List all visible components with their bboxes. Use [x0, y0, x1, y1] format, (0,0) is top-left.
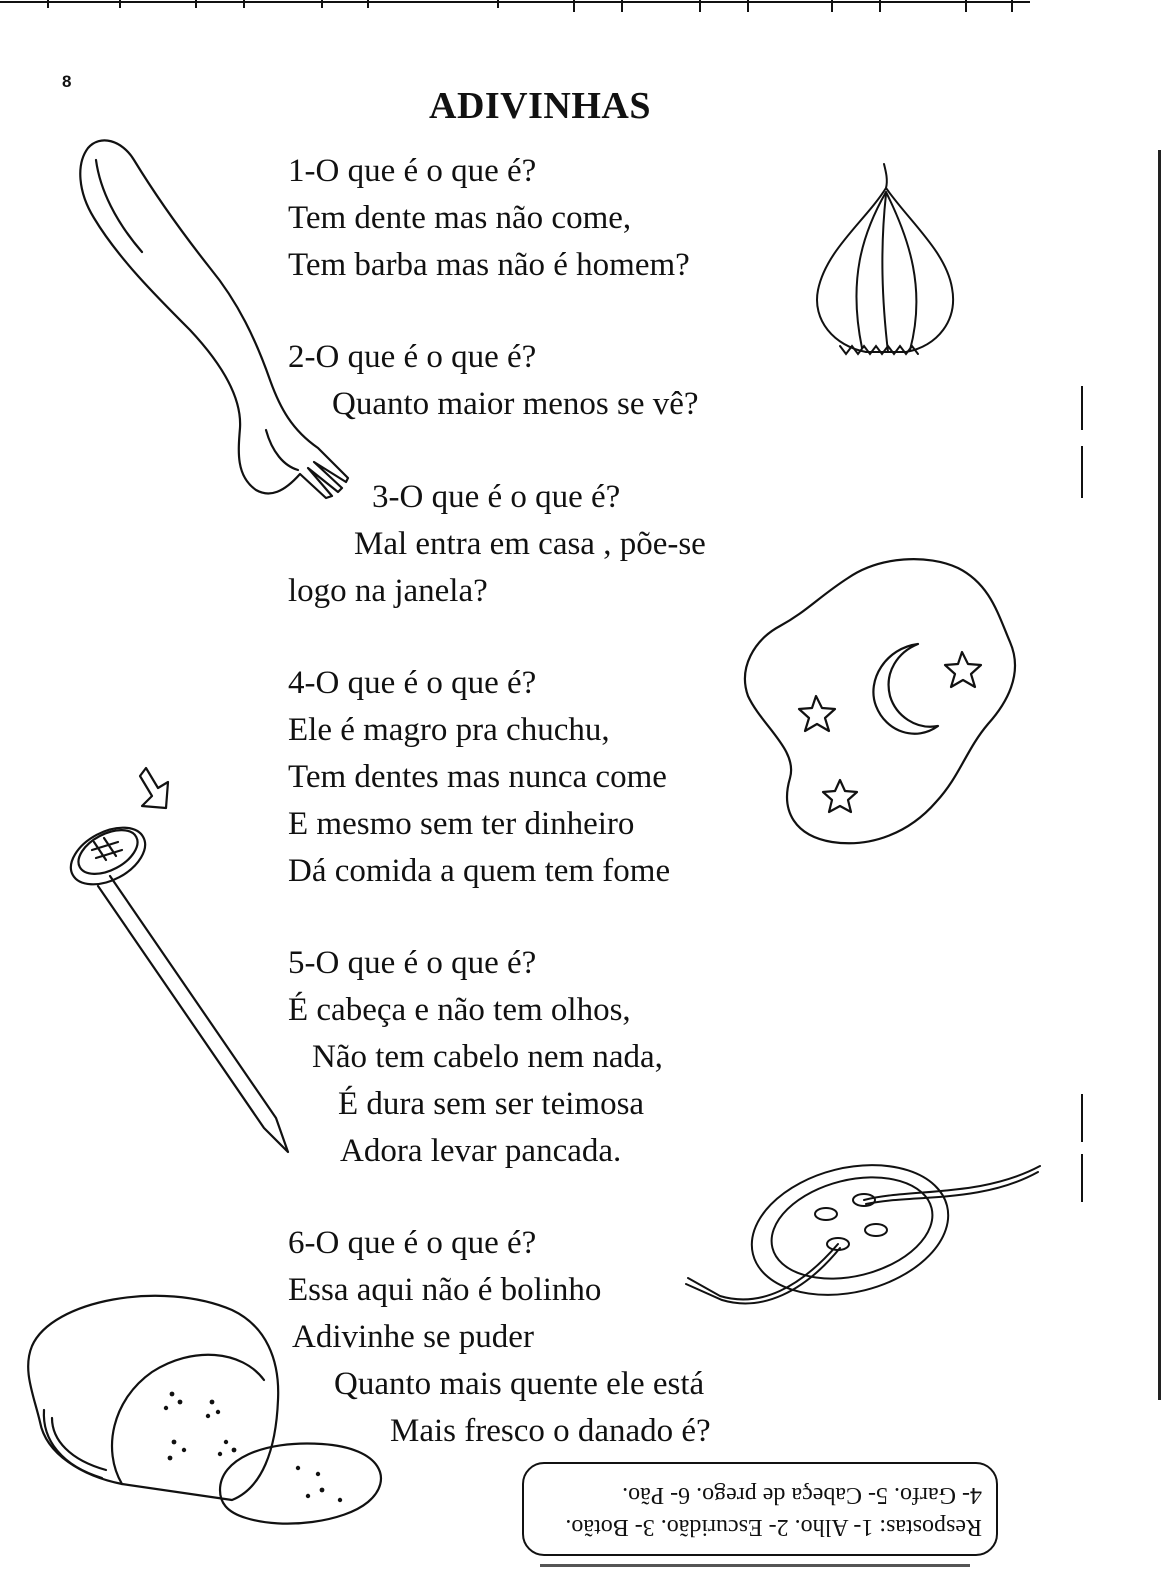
fork-illustration [60, 130, 360, 510]
answers-line-2: 4- Garfo. 5- Cabeça de prego. 6- Pão. [622, 1482, 982, 1508]
riddle-1-line-3: Tem barba mas não é homem? [288, 247, 690, 283]
riddle-5-line-4: É dura sem ser teimosa [338, 1086, 645, 1122]
bread-illustration [22, 1290, 392, 1540]
riddle-5-line-1: 5-O que é o que é? [288, 945, 537, 981]
riddle-5-line-3: Não tem cabelo nem nada, [312, 1039, 663, 1075]
riddle-6-line-2: Essa aqui não é bolinho [288, 1272, 602, 1308]
scan-mark-upper [1074, 380, 1090, 510]
nail-illustration [66, 760, 302, 1160]
scan-mark-lower [1074, 1088, 1090, 1208]
page-number: 8 [62, 72, 72, 91]
answers-line-1: Respostas: 1- Alho. 2- Escuridão. 3- Botão. [565, 1514, 982, 1540]
button-illustration [680, 1158, 1060, 1328]
riddle-6-line-4: Quanto mais quente ele está [334, 1366, 705, 1402]
riddle-4-line-3: Tem dentes mas nunca come [288, 759, 667, 795]
riddle-2-line-2: Quanto maior menos se vê? [332, 386, 699, 422]
garlic-illustration [806, 160, 966, 370]
riddle-6-line-3: Adivinhe se puder [292, 1319, 534, 1355]
riddle-6-line-1: 6-O que é o que é? [288, 1225, 537, 1261]
scan-bottom-strip [540, 1562, 970, 1570]
crop-marks [0, 0, 1168, 14]
riddle-4-line-2: Ele é magro pra chuchu, [288, 712, 610, 748]
riddle-5-line-5: Adora levar pancada. [340, 1133, 622, 1169]
riddle-5-line-2: É cabeça e não tem olhos, [288, 992, 631, 1028]
riddle-1-line-1: 1-O que é o que é? [288, 153, 537, 189]
riddle-4-line-4: E mesmo sem ter dinheiro [288, 806, 635, 842]
riddle-3-line-3: logo na janela? [288, 573, 488, 609]
answers-box [522, 1462, 998, 1556]
page-title: ADIVINHAS [429, 85, 651, 127]
scan-edge-line [1158, 150, 1161, 1400]
night-sky-illustration [740, 556, 1030, 856]
riddle-1-line-2: Tem dente mas não come, [288, 200, 632, 236]
riddle-4-line-1: 4-O que é o que é? [288, 665, 537, 701]
answers-text-rotated [524, 1464, 1000, 1558]
riddle-6-line-5: Mais fresco o danado é? [390, 1413, 711, 1449]
riddle-2-line-1: 2-O que é o que é? [288, 339, 537, 375]
riddle-4-line-5: Dá comida a quem tem fome [288, 853, 671, 889]
riddle-3-line-1: 3-O que é o que é? [372, 479, 621, 515]
riddle-3-line-2: Mal entra em casa , põe-se [354, 526, 706, 562]
